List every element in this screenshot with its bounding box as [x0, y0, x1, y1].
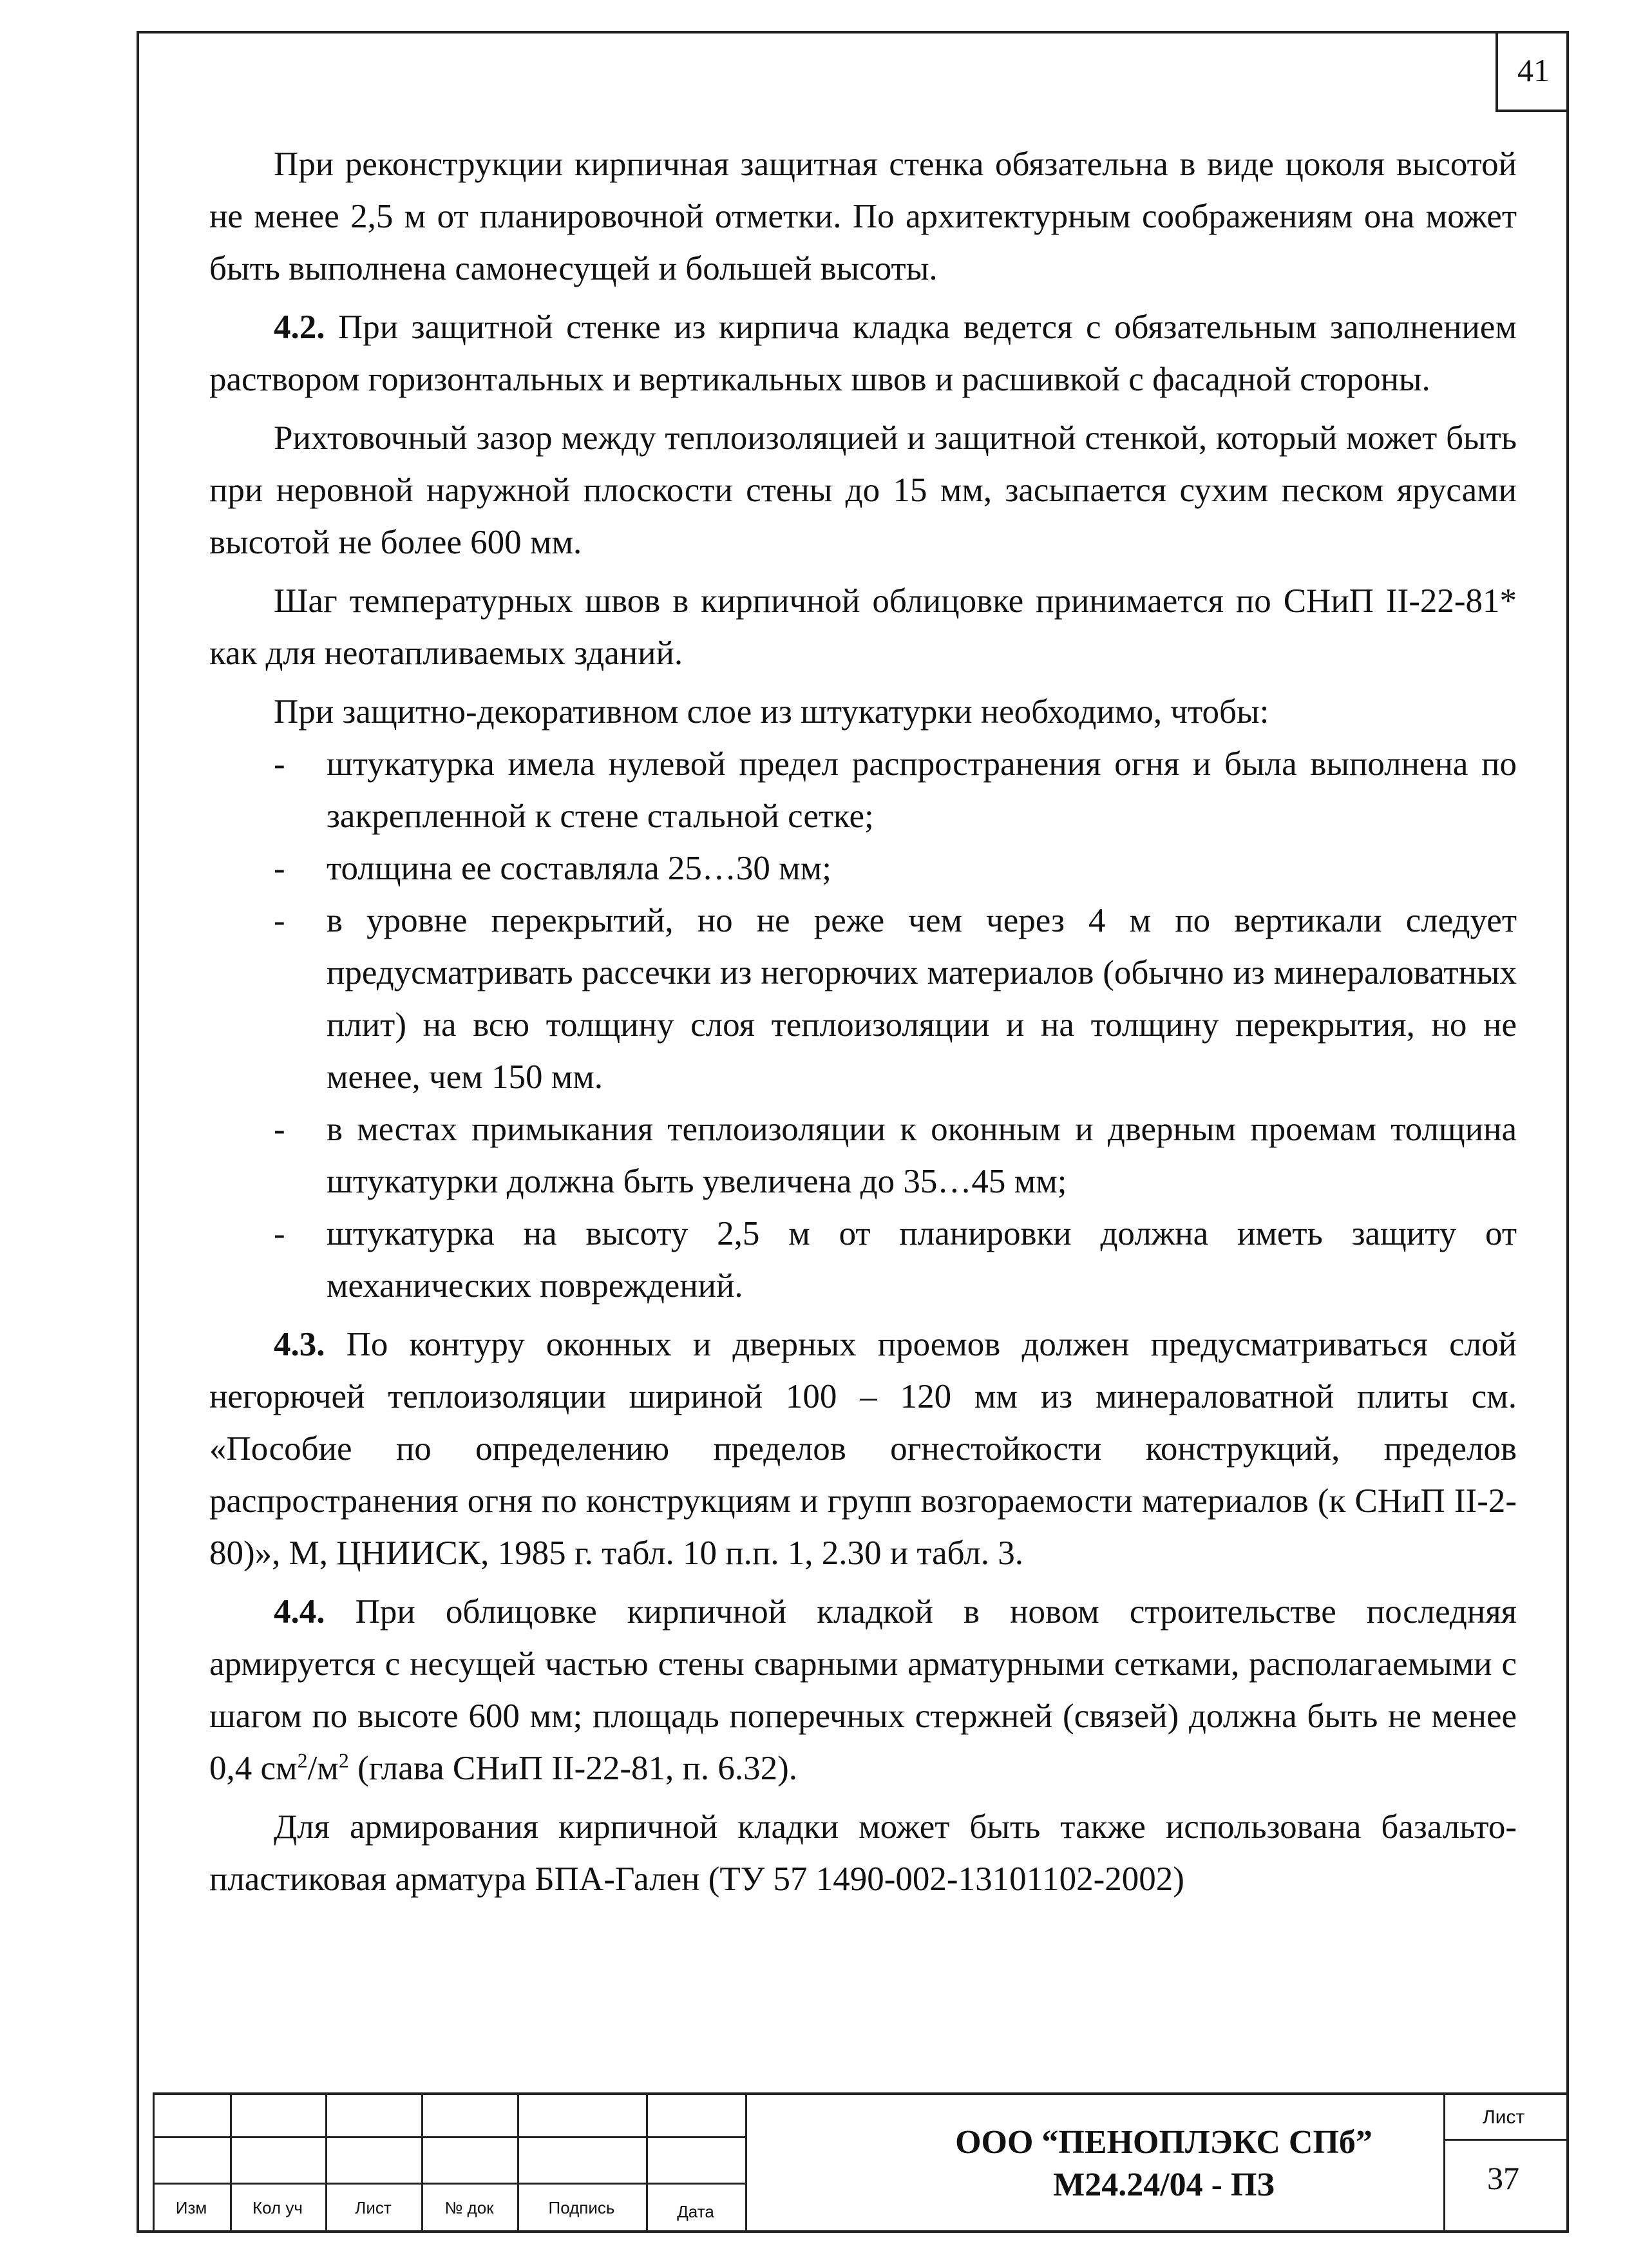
grid-line — [1443, 2095, 1445, 2233]
organization-block — [745, 2095, 1582, 2233]
list-dash: - — [274, 1111, 285, 1148]
paragraph-text: По контуру оконных и дверных проемов должен предусматриваться слой негорючей теплоизоляции шириной 100 – 120 мм из минераловатной плиты см. «Пособие по определению пределов огнестойкости конструкций, пределов распространения огня по конструкциям и групп возгораемости материалов (к СНиП II-2-80)», М, ЦНИИСК, 1985 г. табл. 10 п.п. 1, 2.30 и табл. 3. — [209, 1326, 1517, 1572]
col-label-list: Лист — [355, 2198, 392, 2217]
grid-line — [1443, 2139, 1569, 2141]
sheet-number: 37 — [1487, 2160, 1519, 2196]
list-item — [209, 1104, 1517, 1208]
sheet-label: Лист — [1483, 2107, 1525, 2128]
corner-page-number: 41 — [1495, 31, 1569, 112]
document-code: М24.24/04 - ПЗ — [1053, 2167, 1275, 2203]
paragraph: При защитно-декоративном слое из штукатурки необходимо, чтобы: — [274, 693, 1269, 731]
paragraph: Для армирования кирпичной кладки может быть также использована базальто-пластиковая арматура БПА-Гален (ТУ 57 1490-002-13101102-2002) — [209, 1808, 1517, 1898]
organization-name: ООО “ПЕНОПЛЭКС СПб” — [955, 2124, 1372, 2161]
col-label-data: Дата — [677, 2202, 714, 2221]
paragraph-4-2 — [209, 301, 1517, 406]
paragraph-4-3 — [209, 1319, 1517, 1580]
title-block — [153, 2092, 1569, 2233]
list-item — [209, 738, 1517, 843]
section-number: 4.2. — [274, 309, 325, 346]
paragraph-text: /м — [307, 1750, 339, 1787]
col-label-izm: Изм — [175, 2198, 207, 2217]
list-item — [209, 843, 1517, 895]
section-number: 4.3. — [274, 1326, 325, 1363]
superscript: 2 — [297, 1748, 308, 1772]
list-dash: - — [274, 745, 285, 783]
list-dash: - — [274, 902, 285, 939]
section-number: 4.4. — [274, 1593, 325, 1631]
col-label-podpis: Подпись — [548, 2198, 615, 2217]
list-item-text: в уровне перекрытий, но не реже чем через 4 м по вертикали следует предусматривать рассечки из негорючих материалов (обычно из минераловатных плит) на всю толщину слоя теплоизоляции и на толщину перекрытия, но не менее, чем 150 мм. — [327, 902, 1517, 1096]
paragraph: Рихтовочный зазор между теплоизоляцией и защитной стенкой, который может быть при неровной наружной плоскости стены до 15 мм, засыпается сухим песком ярусами высотой не более 600 мм. — [209, 419, 1517, 561]
list-item-text: толщина ее составляла 25…30 мм; — [327, 850, 831, 887]
grid-line — [153, 2136, 745, 2138]
paragraph: Шаг температурных швов в кирпичной облицовке принимается по СНиП II-22-81* как для неотапливаемых зданий. — [209, 582, 1517, 672]
paragraph: При реконструкции кирпичная защитная стенка обязательна в виде цоколя высотой не менее 2,5 м от планировочной отметки. По архитектурным соображениям она может быть выполнена самонесущей и большей высоты. — [209, 146, 1517, 287]
list-dash: - — [274, 850, 285, 887]
paragraph-text: (глава СНиП II-22-81, п. 6.32). — [348, 1750, 797, 1787]
col-label-kol-uch: Кол уч — [252, 2198, 303, 2217]
paragraph-text: При защитной стенке из кирпича кладка ведется с обязательным заполнением раствором горизонтальных и вертикальных швов и расшивкой с фасадной стороны. — [209, 309, 1517, 398]
list-item — [209, 1208, 1517, 1312]
list-dash: - — [274, 1215, 285, 1252]
document-body — [209, 139, 1517, 1906]
list-item-text: в местах примыкания теплоизоляции к оконным и дверным проемам толщина штукатурки должна быть увеличена до 35…45 мм; — [327, 1111, 1517, 1200]
list-item-text: штукатурка на высоту 2,5 м от планировки должна иметь защиту от механических повреждений. — [327, 1215, 1517, 1305]
list-item — [209, 895, 1517, 1104]
paragraph-4-4 — [209, 1586, 1517, 1795]
paragraph-text: При облицовке кирпичной кладкой в новом строительстве последняя армируется с несущей частью стены сварными арматурными сетками, располагаемыми с шагом по высоте 600 мм; площадь поперечных стержней (связей) должна быть не менее 0,4 см — [209, 1593, 1517, 1787]
grid-line — [153, 2183, 745, 2185]
superscript: 2 — [338, 1748, 349, 1772]
list-item-text: штукатурка имела нулевой предел распространения огня и была выполнена по закрепленной к стене стальной сетке; — [327, 745, 1517, 835]
col-label-no-dok: № док — [444, 2198, 494, 2217]
